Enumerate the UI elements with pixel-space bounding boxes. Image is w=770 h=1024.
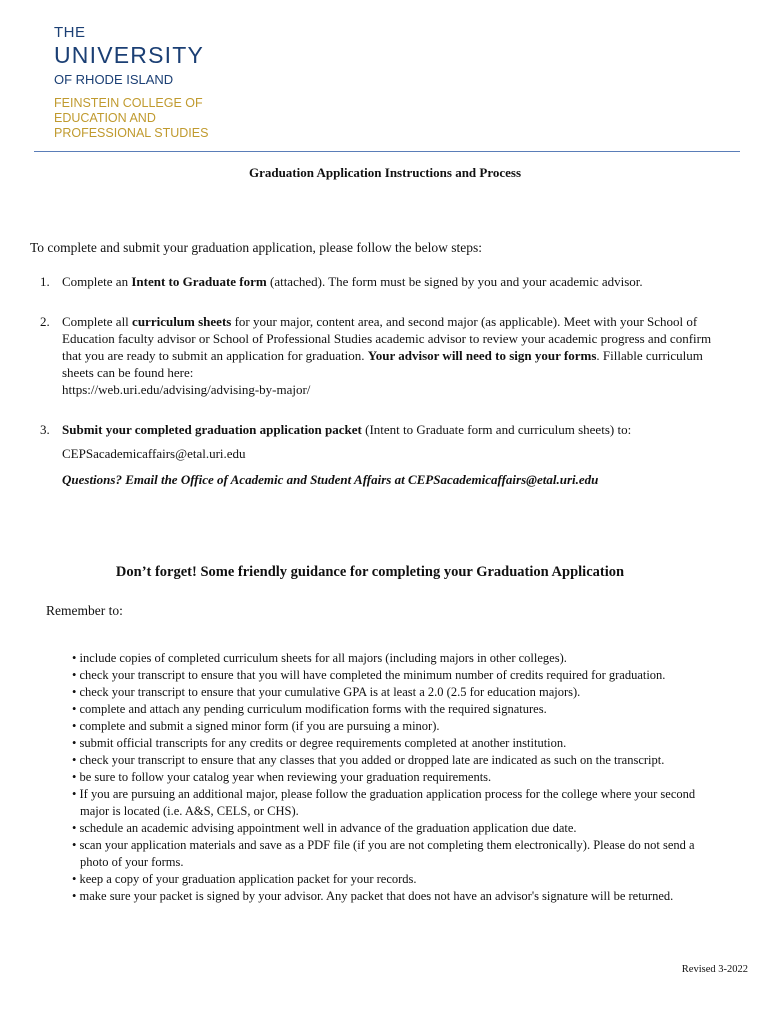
list-item: • complete and attach any pending curriculum modification forms with the required signatures. bbox=[72, 702, 547, 716]
list-item: • include copies of completed curriculum sheets for all majors (including majors in other colleges). bbox=[72, 651, 567, 665]
guidance-list bbox=[72, 650, 722, 905]
revision-date: Revised 3-2022 bbox=[681, 964, 748, 975]
remember-label: Remember to: bbox=[46, 603, 123, 618]
step-number: 1. bbox=[40, 274, 50, 289]
logo-line-the: THE bbox=[54, 24, 86, 41]
step-number: 3. bbox=[40, 422, 50, 437]
intro-text: To complete and submit your graduation application, please follow the below steps: bbox=[30, 240, 482, 255]
step-text: . Fillable curriculum sheets can be found here: bbox=[62, 348, 703, 380]
advisor-sign-note: Your advisor will need to sign your forms bbox=[367, 348, 597, 363]
list-item: • check your transcript to ensure that any classes that you added or dropped late are indicated as such on the transcript. bbox=[72, 753, 665, 767]
step-text: for your major, content area, and second major (as applicable). Meet with your School of Education faculty advisor or School of Professional Studies academic advisor to review your academic progress and confirm that you are ready to submit an application for graduation. bbox=[62, 314, 712, 363]
list-item: • submit official transcripts for any credits or degree requirements completed at another institution. bbox=[72, 736, 567, 750]
step-text: Complete all bbox=[62, 314, 133, 329]
submit-packet-label: Submit your completed graduation application packet bbox=[62, 422, 362, 437]
list-item: • schedule an academic advising appointment well in advance of the graduation application due date. bbox=[72, 821, 577, 835]
step-2 bbox=[40, 313, 720, 398]
step-3 bbox=[40, 421, 720, 438]
advising-link[interactable]: https://web.uri.edu/advising/advising-by-major/ bbox=[62, 382, 311, 397]
intent-form-label: Intent to Graduate form bbox=[131, 274, 267, 289]
step-text: (Intent to Graduate form and curriculum sheets) to: bbox=[361, 422, 632, 437]
step-text: Complete an bbox=[62, 274, 132, 289]
step-1 bbox=[40, 273, 720, 290]
step-number: 2. bbox=[40, 314, 50, 329]
submit-email[interactable]: CEPSacademicaffairs@etal.uri.edu bbox=[62, 446, 246, 461]
guidance-heading: Don’t forget! Some friendly guidance for completing your Graduation Application bbox=[115, 564, 625, 580]
list-item: • make sure your packet is signed by your advisor. Any packet that does not have an advisor's signature will be returned. bbox=[72, 889, 674, 903]
logo-line-college: FEINSTEIN COLLEGE OF EDUCATION AND PROFESSIONAL STUDIES bbox=[54, 96, 209, 140]
list-item: • check your transcript to ensure that your cumulative GPA is at least a 2.0 (2.5 for education majors). bbox=[72, 685, 581, 699]
step-text: (attached). The form must be signed by you and your academic advisor. bbox=[266, 274, 643, 289]
document-title: Graduation Application Instructions and Process bbox=[248, 165, 522, 180]
logo-line-university: UNIVERSITY bbox=[54, 42, 205, 68]
list-item: • scan your application materials and save as a PDF file (if you are not completing them electronically). Please do not send a photo of your forms. bbox=[72, 838, 695, 869]
list-item: • keep a copy of your graduation application packet for your records. bbox=[72, 872, 417, 886]
list-item: • check your transcript to ensure that you will have completed the minimum number of credits required for graduation. bbox=[72, 668, 666, 682]
list-item: • If you are pursuing an additional major, please follow the graduation application process for the college where your second major is located (i.e. A&S, CELS, or CHS). bbox=[72, 787, 696, 818]
logo-line-rhode-island: OF RHODE ISLAND bbox=[54, 72, 174, 87]
list-item: • be sure to follow your catalog year when reviewing your graduation requirements. bbox=[72, 770, 492, 784]
header-divider bbox=[34, 151, 740, 152]
questions-note: Questions? Email the Office of Academic and Student Affairs at CEPSacademicaffairs@etal.uri.edu bbox=[62, 472, 599, 487]
list-item: • complete and submit a signed minor form (if you are pursuing a minor). bbox=[72, 719, 440, 733]
curriculum-sheets-label: curriculum sheets bbox=[132, 314, 232, 329]
